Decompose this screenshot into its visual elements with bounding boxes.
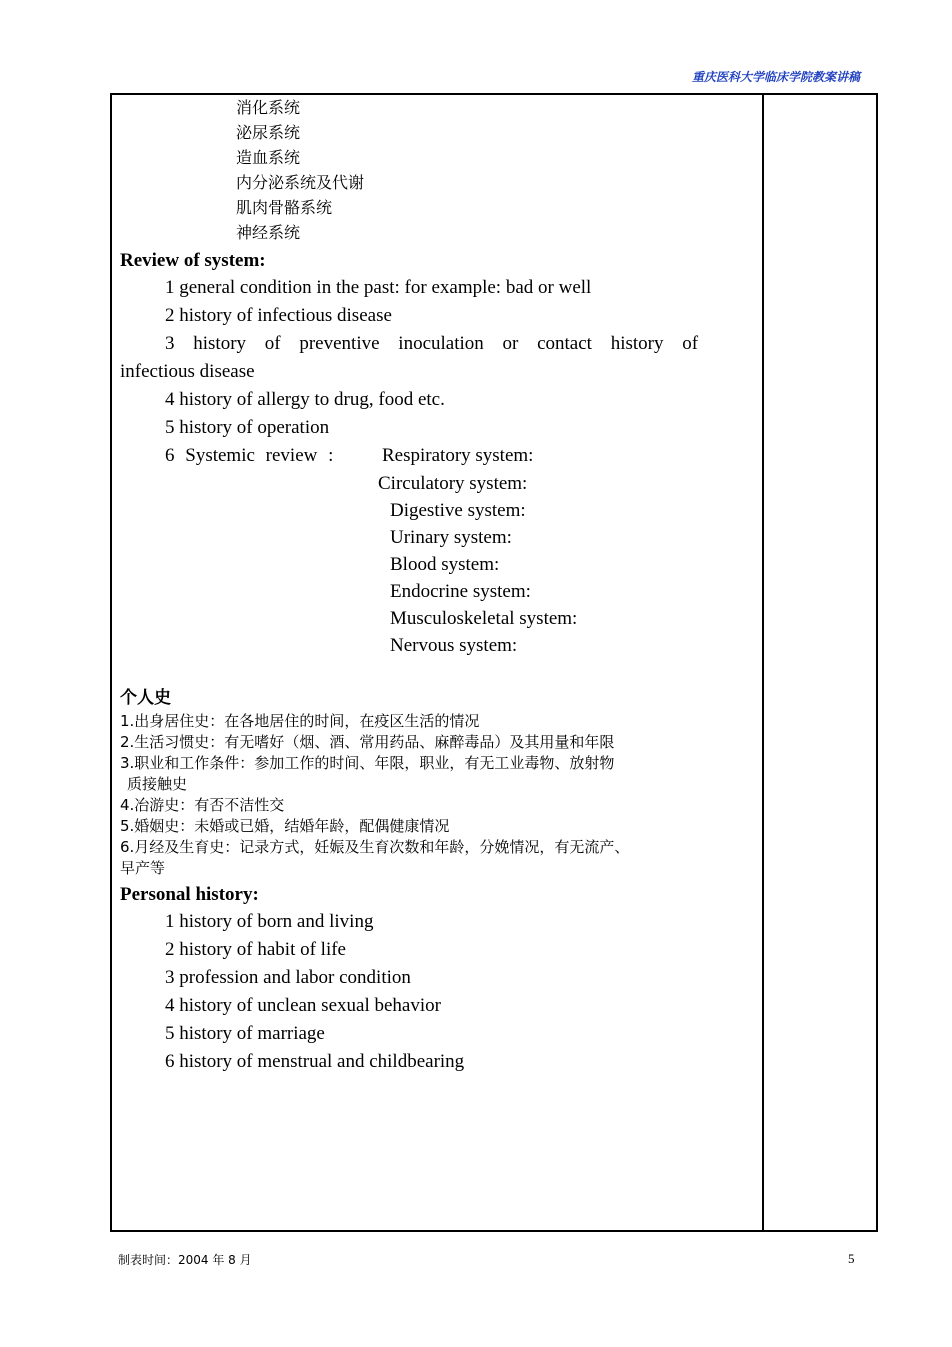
personal-cn-item: 4.冶游史：有否不洁性交	[120, 796, 285, 814]
personal-en-item: 1 history of born and living	[165, 911, 374, 932]
systemic-review-row	[120, 442, 756, 470]
personal-en-item: 6 history of menstrual and childbearing	[165, 1051, 465, 1072]
review-item-line	[165, 330, 756, 358]
personal-cn-item-continuation: 质接触史	[127, 775, 188, 793]
review-item-3-text: 3 history of preventive inoculation or contact history of	[165, 333, 699, 354]
systemic-item: Respiratory system:	[382, 445, 534, 466]
personal-history-cn-heading: 个人史	[120, 688, 171, 708]
personal-cn-item: 3.职业和工作条件：参加工作的时间、年限，职业，有无工业毒物、放射物	[120, 754, 615, 772]
personal-en-item: 4 history of unclean sexual behavior	[165, 995, 441, 1016]
cn-system-item: 神经系统	[236, 223, 301, 242]
personal-en-item: 2 history of habit of life	[165, 939, 346, 960]
personal-en-item: 5 history of marriage	[165, 1023, 325, 1044]
personal-history-en-heading: Personal history:	[120, 884, 259, 905]
column-divider	[762, 95, 764, 1230]
personal-en-item: 3 profession and labor condition	[165, 967, 411, 988]
main-content-cell	[120, 95, 756, 1076]
personal-cn-item: 2.生活习惯史：有无嗜好（烟、酒、常用药品、麻醉毒品）及其用量和年限	[120, 733, 615, 751]
review-item: 2 history of infectious disease	[165, 305, 392, 326]
cn-system-item: 泌尿系统	[236, 123, 301, 142]
cn-system-item: 内分泌系统及代谢	[236, 173, 365, 192]
systemic-item: Endocrine system:	[390, 581, 531, 602]
review-item: 4 history of allergy to drug, food etc.	[165, 389, 445, 410]
review-item	[120, 330, 756, 358]
cn-system-item: 造血系统	[236, 148, 301, 167]
personal-cn-item: 1.出身居住史：在各地居住的时间，在疫区生活的情况	[120, 712, 480, 730]
cn-system-item: 消化系统	[236, 98, 301, 117]
systemic-item: Urinary system:	[390, 527, 512, 548]
systemic-review-label: 6 Systemic review :	[165, 445, 334, 466]
systemic-item: Circulatory system:	[378, 473, 528, 494]
personal-cn-item: 5.婚姻史：未婚或已婚，结婚年龄，配偶健康情况	[120, 817, 450, 835]
systemic-item: Blood system:	[390, 554, 500, 575]
systemic-item: Nervous system:	[390, 635, 518, 656]
personal-cn-item: 6.月经及生育史：记录方式，妊娠及生育次数和年龄，分娩情况，有无流产、	[120, 838, 630, 856]
page-number: 5	[848, 1251, 855, 1266]
systemic-item: Musculoskeletal system:	[390, 608, 578, 629]
review-item: 5 history of operation	[165, 417, 330, 438]
review-heading: Review of system:	[120, 250, 266, 271]
personal-cn-item-continuation: 早产等	[120, 859, 166, 877]
systemic-item: Digestive system:	[390, 500, 526, 521]
review-item-continuation: infectious disease	[120, 361, 255, 382]
footer-date: 制表时间：2004 年 8 月	[118, 1253, 252, 1267]
header-institution: 重庆医科大学临床学院教案讲稿	[691, 70, 860, 84]
cn-system-list	[120, 95, 756, 245]
cn-system-item: 肌肉骨骼系统	[236, 198, 333, 217]
lecture-table	[110, 93, 878, 1232]
review-item: 1 general condition in the past: for example: bad or well	[165, 277, 592, 298]
